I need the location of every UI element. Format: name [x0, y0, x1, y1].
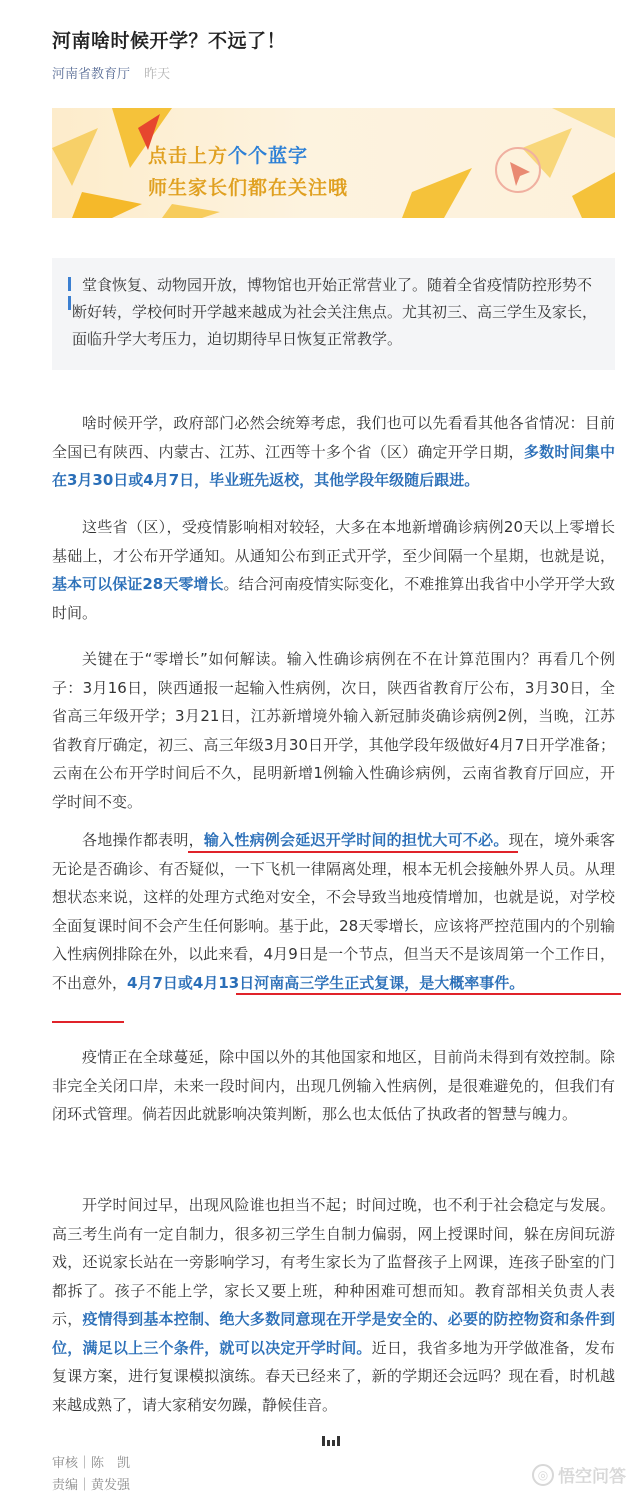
quote-text: 堂食恢复、动物园开放，博物馆也开始正常营业了。随着全省疫情防控形势不断好转，学校何时开学越来越成为社会关注焦点。尤其初三、高三学生及家长，面临升学大考压力，迫切期待早日恢复正常教学。 — [72, 276, 598, 348]
footer-editor: 责编｜黄发强 — [52, 1478, 131, 1493]
article-title: 河南啥时候开学？不远了！ — [52, 30, 287, 52]
search-icon: ◎ — [532, 1464, 554, 1486]
watermark — [532, 1462, 626, 1487]
paragraph-4: 各地操作都表明，输入性病例会延迟开学时间的担忧大可不必。现在，境外乘客无论是否确诊、有否疑似，一下飞机一律隔离处理，根本无机会接触外界人员。从理想状态来说，这样的处理方式绝对安全，不会导致当地疫情增加，也就是说，对学校全面复课时间不会产生任何影响。基于此，28天零增长，应该将严控范围内的个别输入性病例排除在外，以此来看，4月9日是一个节点，但当天不是该周第一个工作日，不出意外，4月7日或4月13日河南高三学生正式复课，是大概率事件。 — [52, 831, 615, 992]
end-mark-icon — [322, 1436, 340, 1446]
intro-quote-block — [52, 258, 615, 370]
banner-decoration-icon — [52, 108, 615, 218]
account-name-link[interactable]: 河南省教育厅 — [52, 67, 131, 82]
paragraph-6: 开学时间过早，出现风险谁也担当不起；时间过晚，也不利于社会稳定与发展。高三考生尚有一定自制力，很多初三学生自制力偏弱，网上授课时间，躲在房间玩游戏，还说家长站在一旁影响学习，有考生家长为了监督孩子上网课，连孩子卧室的门都拆了。孩子不能上学，家长又要上班，种种困难可想而知。教育部相关负责人表示，疫情得到基本控制、绝大多数同意现在开学是安全的、必要的防控物资和条件到位，满足以上三个条件，就可以决定开学时间。近日，我省多地为开学做准备，发布复课方案，进行复课模拟演练。春天已经来了，新的学期还会远吗？现在看，时机越来越成熟了，请大家稍安勿躁，静候佳音。 — [52, 1196, 615, 1414]
follow-banner[interactable] — [52, 108, 615, 218]
highlight-underline-3 — [52, 1021, 124, 1023]
watermark-text: 悟空问答 — [558, 1467, 626, 1487]
paragraph-3: 关键在于“零增长”如何解读。输入性确诊病例在不在计算范围内？再看几个例子：3月16日，陕西通报一起输入性病例，次日，陕西省教育厅公布，3月30日，全省高三年级开学；3月21日，江苏新增境外输入新冠肺炎确诊病例2例，当晚，江苏省教育厅确定，初三、高三年级3月30日开学，其他学段年级做好4月7日开学准备；云南在公布开学时间后不久，昆明新增1例输入性确诊病例，云南省教育厅回应，开学时间不变。 — [52, 650, 615, 811]
paragraph-2: 这些省（区），受疫情影响相对较轻，大多在本地新增确诊病例20天以上零增长基础上，才公布开学通知。从通知公布到正式开学，至少间隔一个星期，也就是说，基本可以保证28天零增长。结合河南疫情实际变化，不难推算出我省中小学开学大致时间。 — [52, 518, 615, 622]
highlight-underline-2 — [236, 993, 621, 995]
article-meta — [52, 63, 170, 82]
footer-reviewer: 审核｜陈 凯 — [52, 1456, 131, 1471]
publish-date: 昨天 — [144, 67, 171, 82]
paragraph-1: 啥时候开学，政府部门必然会统筹考虑，我们也可以先看看其他各省情况：目前全国已有陕西、内蒙古、江苏、江西等十多个省（区）确定开学日期，多数时间集中在3月30日或4月7日，毕业班先返校，其他学段年级随后跟进。 — [52, 414, 615, 489]
banner-line-2: 师生家长们都在关注哦 — [148, 177, 349, 199]
banner-line-1: 点击上方个个蓝字 — [148, 145, 309, 167]
highlight-underline-1 — [188, 851, 518, 853]
paragraph-5: 疫情正在全球蔓延，除中国以外的其他国家和地区，目前尚未得到有效控制。除非完全关闭口岸，未来一段时间内，出现几例输入性病例，是很难避免的，但我们有闭环式管理。倘若因此就影响决策判断，那么也太低估了执政者的智慧与魄力。 — [52, 1048, 615, 1123]
